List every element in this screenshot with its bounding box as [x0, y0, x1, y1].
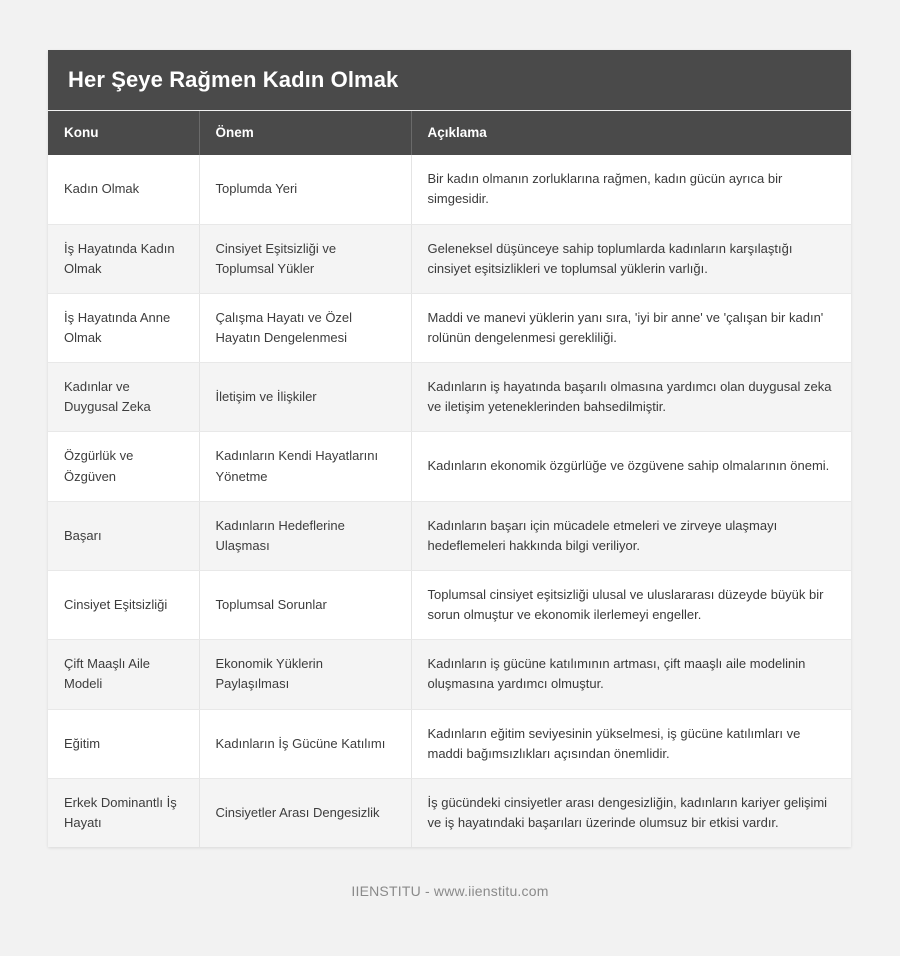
cell-konu: İş Hayatında Anne Olmak	[48, 293, 199, 362]
cell-konu: Cinsiyet Eşitsizliği	[48, 570, 199, 639]
cell-onem: Ekonomik Yüklerin Paylaşılması	[199, 640, 411, 709]
cell-aciklama: Geleneksel düşünceye sahip toplumlarda kadınların karşılaştığı cinsiyet eşitsizlikleri ve toplumsal yüklerin varlığı.	[411, 224, 851, 293]
table-row	[48, 432, 851, 501]
table-row	[48, 363, 851, 432]
cell-onem: Toplumda Yeri	[199, 155, 411, 224]
table-row	[48, 778, 851, 847]
cell-konu: Kadın Olmak	[48, 155, 199, 224]
table-row	[48, 640, 851, 709]
cell-konu: Çift Maaşlı Aile Modeli	[48, 640, 199, 709]
cell-aciklama: Kadınların eğitim seviyesinin yükselmesi, iş gücüne katılımları ve maddi bağımsızlıkları açısından önemlidir.	[411, 709, 851, 778]
cell-aciklama: Maddi ve manevi yüklerin yanı sıra, 'iyi bir anne' ve 'çalışan bir kadın' rolünün dengelenmesi gerekliliği.	[411, 293, 851, 362]
cell-konu: Erkek Dominantlı İş Hayatı	[48, 778, 199, 847]
table-row	[48, 293, 851, 362]
column-header-aciklama: Açıklama	[411, 111, 851, 155]
table-row	[48, 501, 851, 570]
info-table-card	[48, 50, 851, 847]
cell-konu: Özgürlük ve Özgüven	[48, 432, 199, 501]
cell-aciklama: Toplumsal cinsiyet eşitsizliği ulusal ve uluslararası düzeyde büyük bir sorun olmuştur ve ekonomik ilerlemeyi engeller.	[411, 570, 851, 639]
table-row	[48, 155, 851, 224]
cell-onem: Cinsiyetler Arası Dengesizlik	[199, 778, 411, 847]
cell-onem: Cinsiyet Eşitsizliği ve Toplumsal Yükler	[199, 224, 411, 293]
table-body	[48, 155, 851, 847]
cell-onem: İletişim ve İlişkiler	[199, 363, 411, 432]
cell-konu: İş Hayatında Kadın Olmak	[48, 224, 199, 293]
table-row	[48, 570, 851, 639]
cell-onem: Kadınların Kendi Hayatlarını Yönetme	[199, 432, 411, 501]
cell-aciklama: Bir kadın olmanın zorluklarına rağmen, kadın gücün ayrıca bir simgesidir.	[411, 155, 851, 224]
table-row	[48, 709, 851, 778]
cell-onem: Çalışma Hayatı ve Özel Hayatın Dengelenmesi	[199, 293, 411, 362]
cell-onem: Kadınların Hedeflerine Ulaşması	[199, 501, 411, 570]
cell-konu: Eğitim	[48, 709, 199, 778]
footer-credit: IIENSTITU - www.iienstitu.com	[351, 883, 549, 899]
cell-aciklama: Kadınların iş hayatında başarılı olmasına yardımcı olan duygusal zeka ve iletişim yeteneklerinden bahsedilmiştir.	[411, 363, 851, 432]
page-title: Her Şeye Rağmen Kadın Olmak	[48, 50, 851, 111]
cell-konu: Kadınlar ve Duygusal Zeka	[48, 363, 199, 432]
table-row	[48, 224, 851, 293]
cell-aciklama: Kadınların iş gücüne katılımının artması, çift maaşlı aile modelinin oluşmasına yardımcı olmuştur.	[411, 640, 851, 709]
info-table	[48, 111, 851, 847]
cell-aciklama: Kadınların başarı için mücadele etmeleri ve zirveye ulaşmayı hedeflemeleri hakkında bilgi veriliyor.	[411, 501, 851, 570]
cell-konu: Başarı	[48, 501, 199, 570]
cell-aciklama: Kadınların ekonomik özgürlüğe ve özgüvene sahip olmalarının önemi.	[411, 432, 851, 501]
cell-onem: Kadınların İş Gücüne Katılımı	[199, 709, 411, 778]
table-header-row	[48, 111, 851, 155]
table-header	[48, 111, 851, 155]
cell-aciklama: İş gücündeki cinsiyetler arası dengesizliğin, kadınların kariyer gelişimi ve iş hayatındaki başarıları üzerinde olumsuz bir etkisi vardır.	[411, 778, 851, 847]
cell-onem: Toplumsal Sorunlar	[199, 570, 411, 639]
column-header-onem: Önem	[199, 111, 411, 155]
column-header-konu: Konu	[48, 111, 199, 155]
